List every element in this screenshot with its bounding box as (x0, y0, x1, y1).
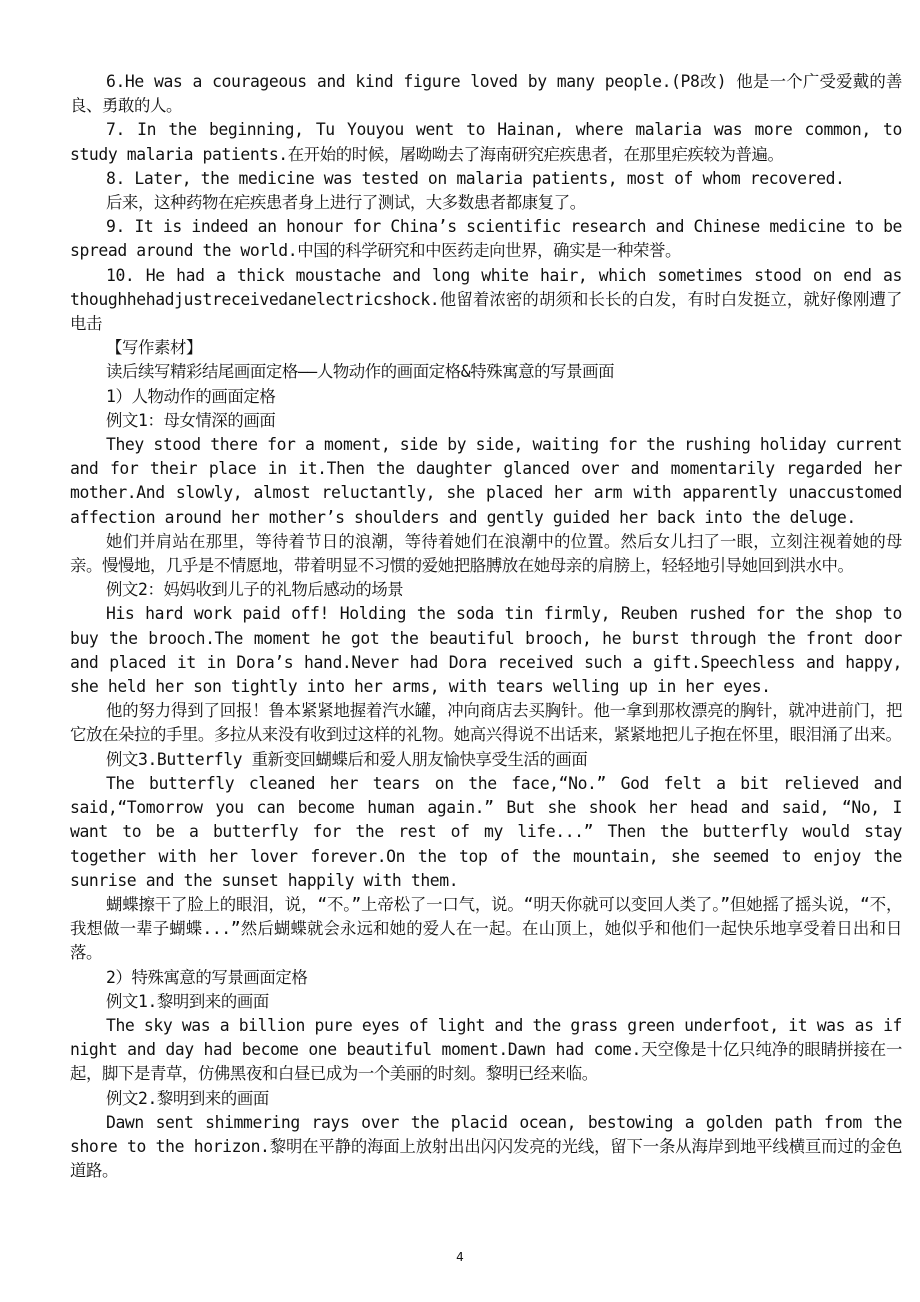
paragraph: 10. He had a thick moustache and long white hair, which sometimes stood on end as thoughhehadjustreceivedanelectricshock.他留着浓密的胡须和长长的白发，有时白发挺立，就好像刚遭了电击 (70, 265, 912, 334)
paragraph: 他的努力得到了回报！鲁本紧紧地握着汽水罐，冲向商店去买胸针。他一拿到那枚漂亮的胸针，就冲进前门，把它放在朵拉的手里。多拉从来没有收到过这样的礼物。她高兴得说不出话来，紧紧地把儿子抱在怀里，眼泪涌了出来。 (70, 701, 902, 745)
paragraph: The sky was a billion pure eyes of light and the grass green underfoot, it was as if night and day had become one beautiful moment.Dawn had come.天空像是十亿只纯净的眼睛拼接在一起，脚下是青草，仿佛黑夜和白昼已成为一个美丽的时刻。黎明已经来临。 (70, 1015, 912, 1084)
paragraph: 后来，这种药物在疟疾患者身上进行了测试，大多数患者都康复了。 (106, 193, 586, 213)
paragraph: 例文3.Butterfly 重新变回蝴蝶后和爱人朋友愉快享受生活的画面 (106, 749, 588, 769)
paragraph: 读后续写精彩结尾画面定格——人物动作的画面定格&特殊寓意的写景画面 (106, 362, 615, 382)
paragraph: 6.He was a courageous and kind figure loved by many people.(P8改) 他是一个广受爱戴的善良、勇敢的人。 (70, 72, 902, 116)
paragraph: 2）特殊寓意的写景画面定格 (106, 967, 308, 987)
paragraph: Dawn sent shimmering rays over the placid ocean, bestowing a golden path from the shore to the horizon.黎明在平静的海面上放射出出闪闪发亮的光线，留下一条从海岸到地平线横亘而过的金色道路。 (70, 1112, 912, 1181)
paragraph: His hard work paid off! Holding the soda tin firmly, Reuben rushed for the shop to buy the brooch.The moment he got the beautiful brooch, he burst through the front door and placed it in Dora’s hand.Never had Dora received such a gift.Speechless and happy, she held her son tightly into her arms, with tears welling up in her eyes. (70, 604, 912, 697)
paragraph: They stood there for a moment, side by side, waiting for the rushing holiday current and for their place in it.Then the daughter glanced over and momentarily regarded her mother.And slowly, almost reluctantly, she placed her arm with apparently unaccustomed affection around her mother’s shoulders and gently guided her back into the deluge. (70, 435, 912, 527)
page-number: 4 (456, 1250, 464, 1264)
paragraph: 蝴蝶擦干了脸上的眼泪，说，“不。”上帝松了一口气，说。“明天你就可以变回人类了。”但她摇了摇头说，“不，我想做一辈子蝴蝶...”然后蝴蝶就会永远和她的爱人在一起。在山顶上，她似乎和他们一起快乐地享受着日出和日落。 (70, 894, 902, 963)
paragraph: 9. It is indeed an honour for China’s scientific research and Chinese medicine to be spread around the world.中国的科学研究和中医药走向世界，确实是一种荣誉。 (70, 217, 912, 261)
paragraph: 例文2.黎明到来的画面 (106, 1088, 269, 1108)
paragraph: The butterfly cleaned her tears on the face,“No.” God felt a bit relieved and said,“Tomorrow you can become human again.” But she shook her head and said, “No, I want to be a butterfly for the rest of my life...” Then the butterfly would stay together with her lover forever.On the top of the mountain, she seemed to enjoy the sunrise and the sunset happily with them. (70, 773, 912, 890)
paragraph: 例文1：母女情深的画面 (106, 410, 276, 430)
paragraph: 例文1.黎明到来的画面 (106, 991, 269, 1011)
document-body (70, 70, 912, 1183)
paragraph: 她们并肩站在那里，等待着节日的浪潮，等待着她们在浪潮中的位置。然后女儿扫了一眼，立刻注视着她的母亲。慢慢地，几乎是不情愿地，带着明显不习惯的爱她把胳膊放在她母亲的肩膀上，轻轻地引导她回到洪水中。 (70, 531, 902, 576)
paragraph: 例文2：妈妈收到儿子的礼物后感动的场景 (106, 580, 404, 600)
paragraph: 7. In the beginning, Tu Youyou went to Hainan, where malaria was more common, to study malaria patients.在开始的时候，屠呦呦去了海南研究疟疾患者，在那里疟疾较为普遍。 (70, 120, 912, 164)
paragraph: 【写作素材】 (106, 338, 202, 358)
paragraph: 1）人物动作的画面定格 (106, 386, 276, 406)
paragraph: 8. Later, the medicine was tested on malaria patients, most of whom recovered. (106, 168, 845, 188)
